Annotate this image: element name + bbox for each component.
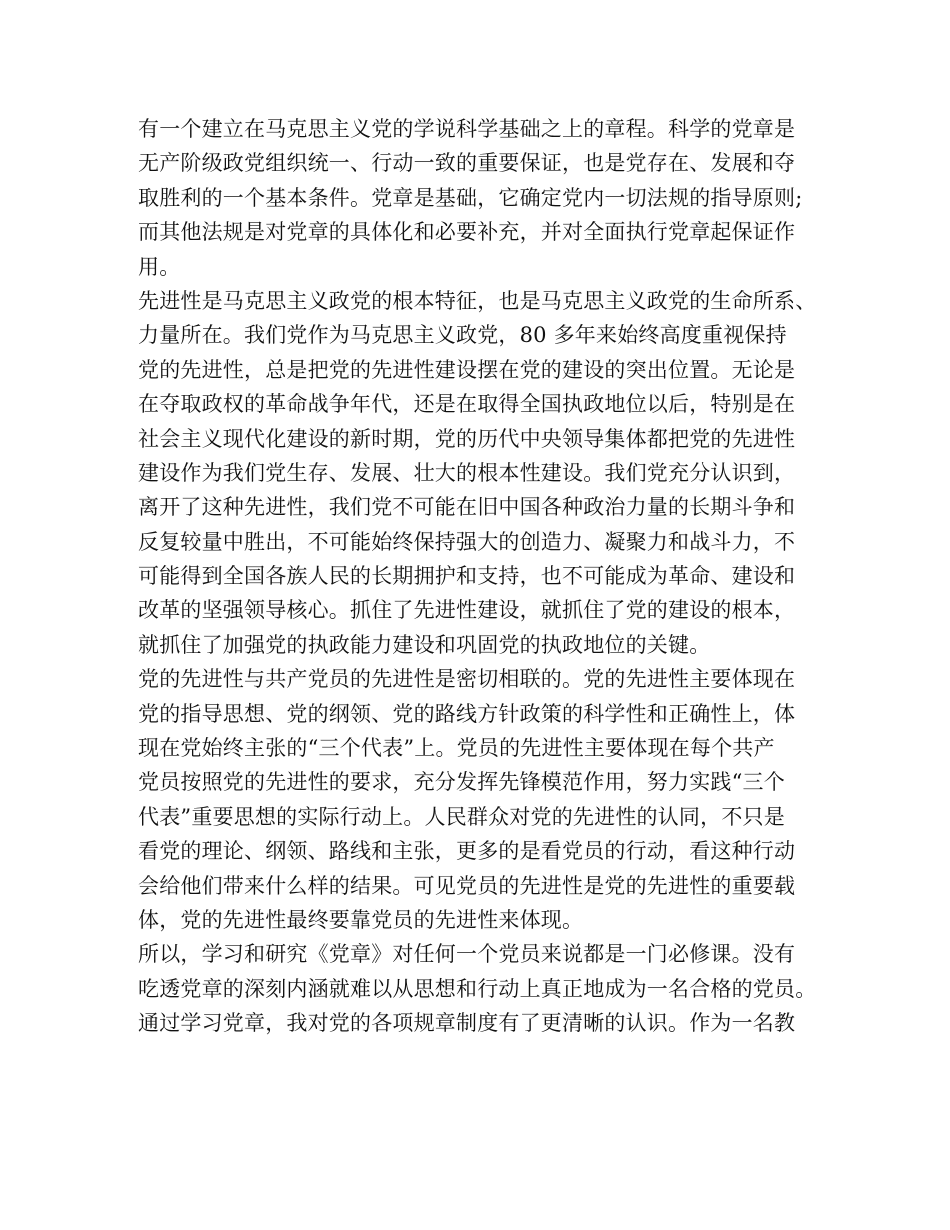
- text-line: 就抓住了加强党的执政能力建设和巩固党的执政地位的关键。: [138, 632, 711, 657]
- text-line: 党的先进性与共产党员的先进性是密切相联的。党的先进性主要体现在: [138, 667, 796, 692]
- text-line: 现在党始终主张的“三个代表”上。党员的先进性主要体现在每个共产: [138, 736, 775, 761]
- text-line: 党的先进性，总是把党的先进性建设摆在党的建设的突出位置。无论是: [138, 357, 796, 382]
- text-line: 改革的坚强领导核心。抓住了先进性建设，就抓住了党的建设的根本，: [138, 598, 796, 623]
- text-line: 无产阶级政党组织统一、行动一致的重要保证，也是党存在、发展和夺: [138, 151, 796, 176]
- text-line: 党员按照党的先进性的要求，充分发挥先锋模范作用，努力实践“三个: [138, 770, 785, 795]
- text-line: 看党的理论、纲领、路线和主张，更多的是看党员的行动，看这种行动: [138, 839, 796, 864]
- text-line: 先进性是马克思主义政党的根本特征，也是马克思主义政党的生命所系、: [138, 288, 817, 313]
- text-line: 在夺取政权的革命战争年代，还是在取得全国执政地位以后，特别是在: [138, 392, 796, 417]
- text-line: 社会主义现代化建设的新时期，党的历代中央领导集体都把党的先进性: [138, 426, 796, 451]
- text-line: 可能得到全国各族人民的长期拥护和支持，也不可能成为革命、建设和: [138, 564, 796, 589]
- text-line: 所以，学习和研究《党章》对任何一个党员来说都是一门必修课。没有: [138, 942, 796, 967]
- text-line: 离开了这种先进性，我们党不可能在旧中国各种政治力量的长期斗争和: [138, 495, 796, 520]
- text-line: 反复较量中胜出，不可能始终保持强大的创造力、凝聚力和战斗力，不: [138, 529, 796, 554]
- text-line: 取胜利的一个基本条件。党章是基础，它确定党内一切法规的指导原则;: [138, 185, 803, 210]
- text-line: 力量所在。我们党作为马克思主义政党，80 多年来始终高度重视保持: [138, 323, 787, 348]
- text-line: 而其他法规是对党章的具体化和必要补充，并对全面执行党章起保证作: [138, 220, 796, 245]
- document-body: [138, 112, 838, 1041]
- text-line: 有一个建立在马克思主义党的学说科学基础之上的章程。科学的党章是: [138, 117, 796, 141]
- text-line: 党的指导思想、党的纲领、党的路线方针政策的科学性和正确性上，体: [138, 701, 796, 726]
- text-line: 通过学习党章，我对党的各项规章制度有了更清晰的认识。作为一名教: [138, 1011, 796, 1036]
- text-line: 代表”重要思想的实际行动上。人民群众对党的先进性的认同，不只是: [138, 804, 785, 829]
- text-line: 会给他们带来什么样的结果。可见党员的先进性是党的先进性的重要载: [138, 873, 796, 898]
- text-line: 体，党的先进性最终要靠党员的先进性来体现。: [138, 907, 584, 932]
- text-line: 用。: [138, 254, 181, 279]
- text-line: 吃透党章的深刻内涵就难以从思想和行动上真正地成为一名合格的党员。: [138, 976, 817, 1001]
- text-line: 建设作为我们党生存、发展、壮大的根本性建设。我们党充分认识到，: [138, 460, 796, 485]
